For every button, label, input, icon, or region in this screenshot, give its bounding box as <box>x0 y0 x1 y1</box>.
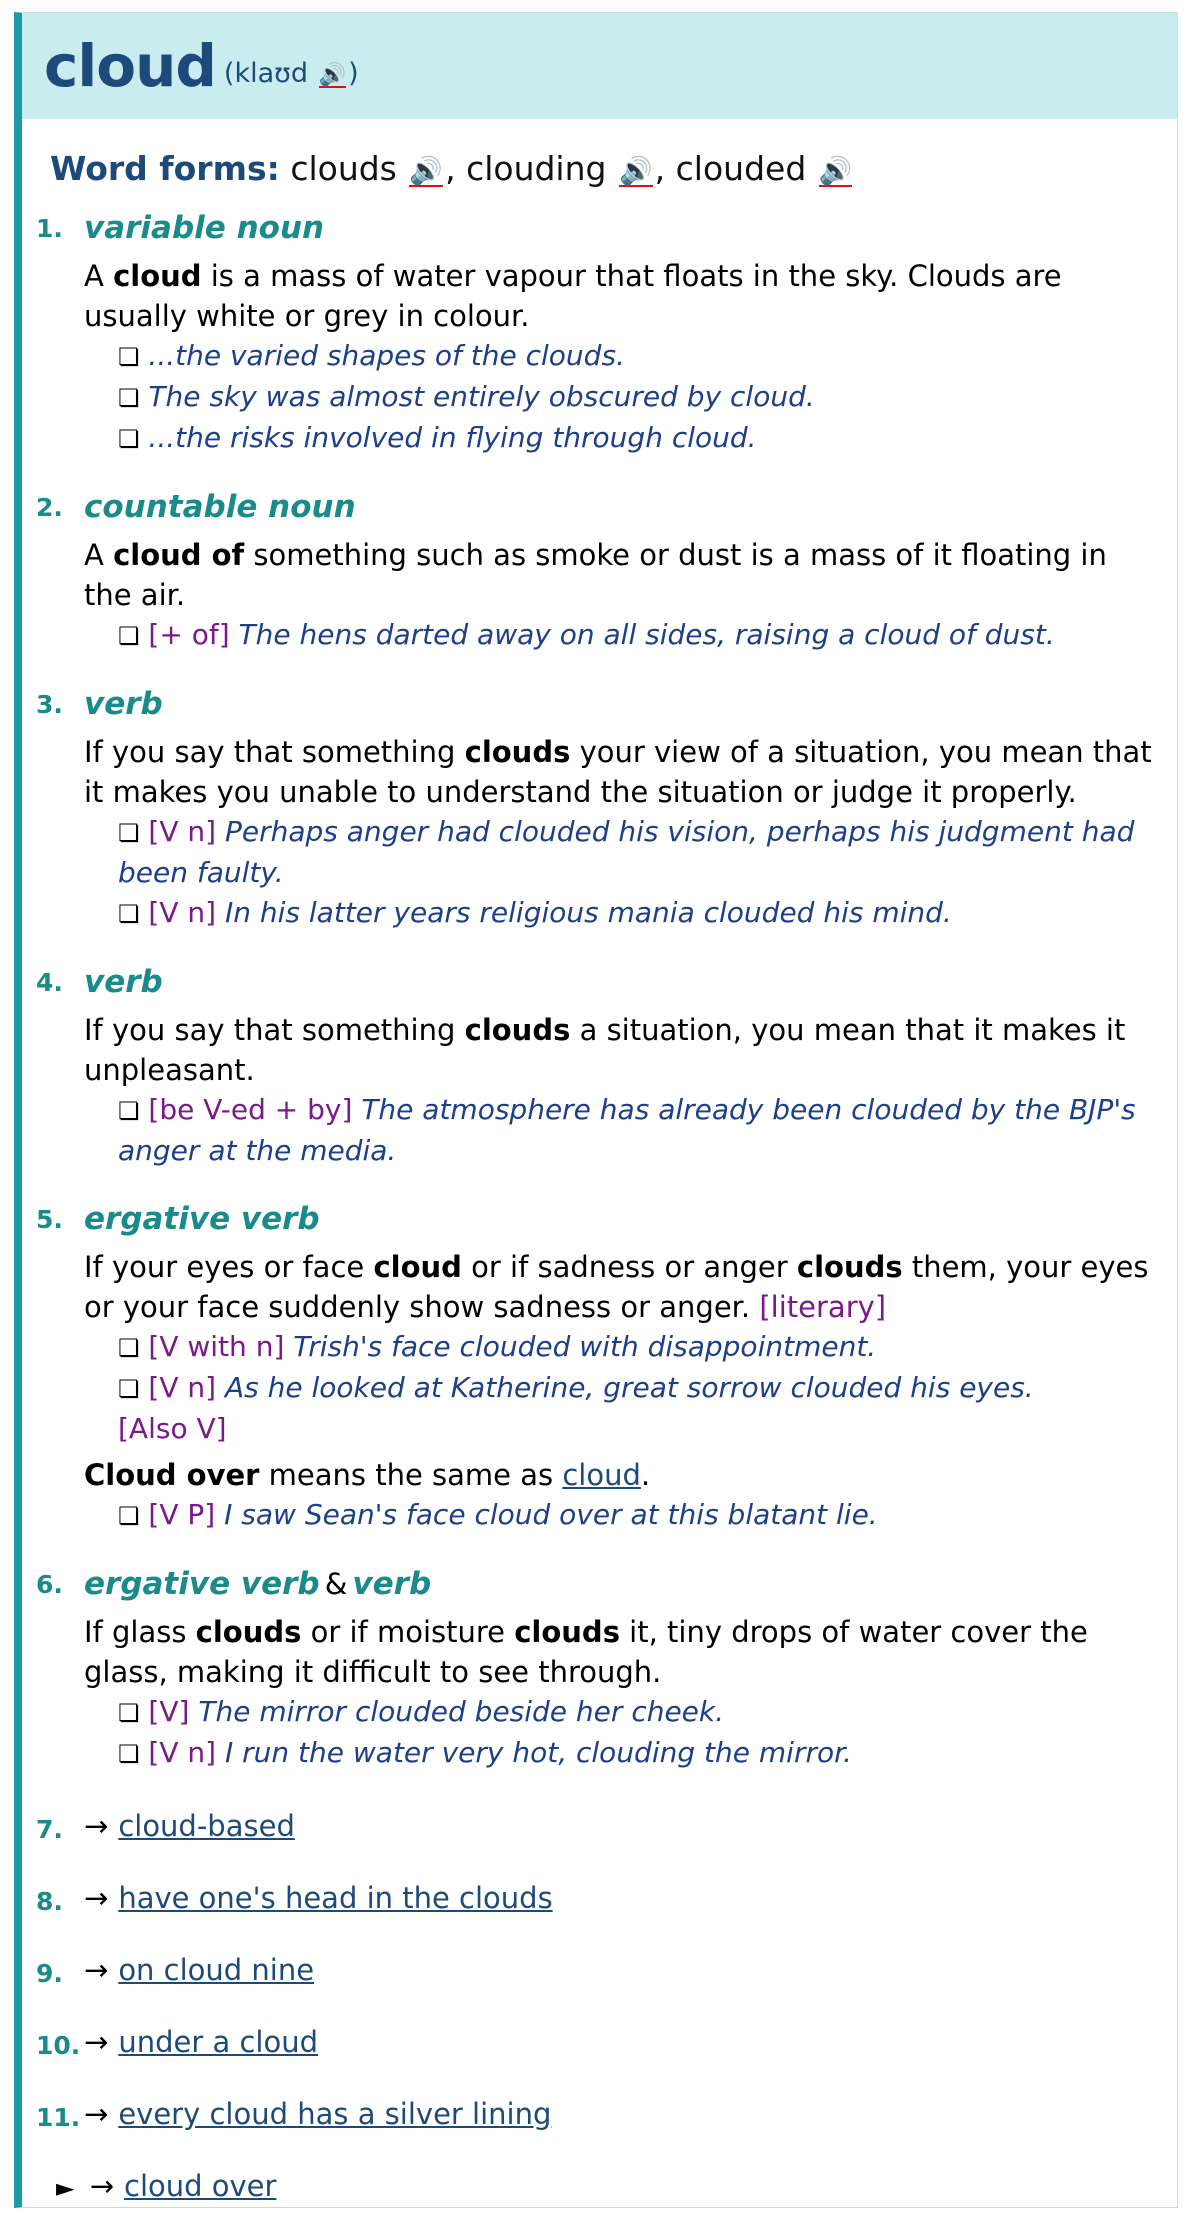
definition: If your eyes or face cloud or if sadness or anger clouds them, your eyes or your face suddenly show sadness or anger. [literary] <box>84 1250 1149 1324</box>
definition: If glass clouds or if moisture clouds it, tiny drops of water cover the glass, making it difficult to see through. <box>84 1615 1088 1689</box>
triangle-right-icon: ► <box>56 2174 75 2202</box>
definition: A cloud of something such as smoke or dust is a mass of it floating in the air. <box>84 538 1107 612</box>
part-of-speech-group: ergative verb & verb <box>84 1566 432 1602</box>
arrow-icon: → <box>89 2169 114 2203</box>
xref-link[interactable]: have one's head in the clouds <box>118 1881 553 1915</box>
xref-item <box>22 2022 1177 2094</box>
bullet-icon: ❏ <box>118 900 140 928</box>
xref-item <box>22 2094 1177 2166</box>
sense-2 <box>22 489 1177 656</box>
pronunciation: (klaʊd 🔊) <box>223 57 359 89</box>
sense-number: 6. <box>36 1570 63 1599</box>
cross-references <box>22 1806 1177 2208</box>
speaker-icon[interactable]: 🔊 <box>818 156 853 187</box>
bullet-icon: ❏ <box>118 384 140 412</box>
example: ❏ [V n] Perhaps anger had clouded his vision, perhaps his judgment had been faulty. <box>118 815 1135 889</box>
speaker-icon[interactable]: 🔊 <box>318 61 347 88</box>
sense-1 <box>22 210 1177 459</box>
part-of-speech: verb <box>84 686 163 722</box>
sense-number: 11. <box>36 2103 81 2132</box>
sense-6 <box>22 1566 1177 1774</box>
word-forms-label: Word forms: <box>50 149 280 188</box>
example: ❏ [be V-ed + by] The atmosphere has already been clouded by the BJP's anger at the media. <box>118 1093 1136 1167</box>
grammar-pattern: [V n] <box>148 896 217 929</box>
example: ❏ ...the risks involved in flying through cloud. <box>118 421 757 454</box>
dictionary-entry <box>14 12 1178 2208</box>
also-pattern: [Also V] <box>118 1412 227 1445</box>
bullet-icon: ❏ <box>118 1097 140 1125</box>
xref-link[interactable]: on cloud nine <box>118 1953 315 1987</box>
sense-number: 2. <box>36 493 63 522</box>
definition: If you say that something clouds a situation, you mean that it makes it unpleasant. <box>84 1013 1126 1087</box>
sense-number: 10. <box>36 2031 81 2060</box>
grammar-pattern: [V n] <box>148 1736 217 1769</box>
register-label: [literary] <box>759 1290 887 1324</box>
part-of-speech: ergative verb <box>84 1566 320 1602</box>
example: ❏ [+ of] The hens darted away on all sides, raising a cloud of dust. <box>118 618 1055 651</box>
arrow-icon: → <box>84 1953 109 1987</box>
grammar-pattern: [V P] <box>148 1498 216 1531</box>
word-forms: Word forms: clouds 🔊, clouding 🔊, clouded 🔊 <box>50 149 853 188</box>
phrasal-verb-ref <box>22 2166 1177 2208</box>
phrase-definition: Cloud over means the same as cloud. <box>84 1458 651 1492</box>
bullet-icon: ❏ <box>118 622 140 650</box>
xref-item <box>22 1806 1177 1878</box>
grammar-pattern: [V n] <box>148 815 217 848</box>
example: ❏ [V n] I run the water very hot, clouding the mirror. <box>118 1736 852 1769</box>
xref-link[interactable]: cloud-based <box>118 1809 295 1843</box>
sense-number: 3. <box>36 690 63 719</box>
example: ❏ [V] The mirror clouded beside her cheek. <box>118 1695 725 1728</box>
xref-link[interactable]: under a cloud <box>118 2025 318 2059</box>
bullet-icon: ❏ <box>118 1375 140 1403</box>
xref-item <box>22 1950 1177 2022</box>
sense-number: 5. <box>36 1205 63 1234</box>
grammar-pattern: [+ of] <box>148 618 230 651</box>
bullet-icon: ❏ <box>118 1699 140 1727</box>
example: ❏ [V n] In his latter years religious mania clouded his mind. <box>118 896 952 929</box>
example: ❏ ...the varied shapes of the clouds. <box>118 339 625 372</box>
cloud-link[interactable]: cloud <box>562 1458 641 1492</box>
part-of-speech: variable noun <box>84 210 325 246</box>
xref-link[interactable]: every cloud has a silver lining <box>118 2097 552 2131</box>
bullet-icon: ❏ <box>118 1740 140 1768</box>
sense-5 <box>22 1201 1177 1536</box>
sense-3 <box>22 686 1177 934</box>
sense-number: 4. <box>36 968 63 997</box>
phrasal-link[interactable]: cloud over <box>124 2169 277 2203</box>
arrow-icon: → <box>84 2025 109 2059</box>
sense-4 <box>22 964 1177 1171</box>
word-form: clouding <box>466 149 607 188</box>
sense-number: 1. <box>36 214 63 243</box>
speaker-icon[interactable]: 🔊 <box>409 156 444 187</box>
sense-number: 8. <box>36 1887 63 1916</box>
part-of-speech: countable noun <box>84 489 356 525</box>
sense-number: 9. <box>36 1959 63 1988</box>
speaker-icon[interactable]: 🔊 <box>618 156 653 187</box>
arrow-icon: → <box>84 1881 109 1915</box>
bullet-icon: ❏ <box>118 425 140 453</box>
word-form: clouded <box>675 149 807 188</box>
pronunciation-ipa: klaʊd <box>234 57 308 89</box>
part-of-speech: verb <box>84 964 163 1000</box>
arrow-icon: → <box>84 1809 109 1843</box>
headword: cloud <box>44 32 216 100</box>
grammar-pattern: [V n] <box>148 1371 217 1404</box>
example: ❏ The sky was almost entirely obscured by cloud. <box>118 380 815 413</box>
sense-number: 7. <box>36 1815 63 1844</box>
example: ❏ [V n] As he looked at Katherine, great sorrow clouded his eyes. <box>118 1371 1034 1404</box>
definition: If you say that something clouds your view of a situation, you mean that it makes you unable to understand the situation or judge it properly. <box>84 735 1152 809</box>
bullet-icon: ❏ <box>118 1502 140 1530</box>
bullet-icon: ❏ <box>118 1334 140 1362</box>
xref-item <box>22 1878 1177 1950</box>
part-of-speech: verb <box>352 1566 432 1602</box>
entry-header <box>22 13 1177 119</box>
grammar-pattern: [V] <box>148 1695 190 1728</box>
grammar-pattern: [V with n] <box>148 1330 285 1363</box>
example: ❏ [V with n] Trish's face clouded with disappointment. <box>118 1330 877 1363</box>
definition: A cloud is a mass of water vapour that floats in the sky. Clouds are usually white or grey in colour. <box>84 259 1062 333</box>
bullet-icon: ❏ <box>118 343 140 371</box>
arrow-icon: → <box>84 2097 109 2131</box>
example: ❏ [V P] I saw Sean's face cloud over at this blatant lie. <box>118 1498 878 1531</box>
grammar-pattern: [be V-ed + by] <box>148 1093 353 1126</box>
part-of-speech: ergative verb <box>84 1201 320 1237</box>
word-form: clouds <box>290 149 397 188</box>
bullet-icon: ❏ <box>118 819 140 847</box>
